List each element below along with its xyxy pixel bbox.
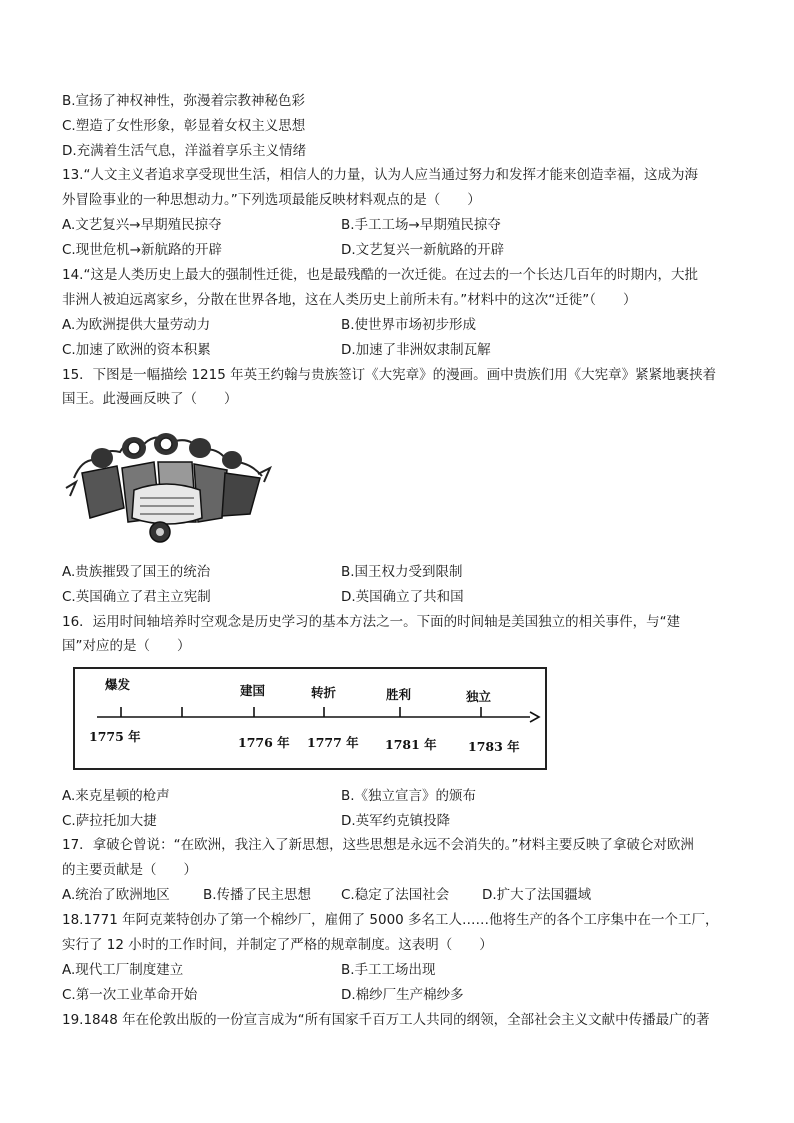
q16-option-c: C.萨拉托加大捷 bbox=[62, 813, 157, 829]
q18-stem-line1: 18.1771 年阿克莱特创办了第一个棉纱厂，雇佣了 5000 多名工人……他将生产的各个工序集中在一个工厂， bbox=[62, 912, 719, 928]
q15-option-a: A.贵族摧毁了国王的统治 bbox=[62, 564, 211, 580]
q19-stem-line1: 19.1848 年在伦敦出版的一份宣言成为“所有国家千百万工人共同的纲领，全部社会主义文献中传播最广的著 bbox=[62, 1012, 710, 1028]
timeline-event-label: 爆发 bbox=[105, 677, 131, 692]
q17-stem-line2: 的主要贡献是（ ） bbox=[62, 862, 197, 878]
q14-option-a: A.为欧洲提供大量劳动力 bbox=[62, 317, 211, 333]
q12-option-d: D.充满着生活气息，洋溢着享乐主义情绪 bbox=[62, 143, 307, 159]
q17-option-a: A.统治了欧洲地区 bbox=[62, 887, 170, 903]
q18-option-a: A.现代工厂制度建立 bbox=[62, 962, 184, 978]
timeline-event-label: 转折 bbox=[311, 685, 337, 700]
timeline-event-label: 胜利 bbox=[386, 687, 412, 702]
q14-stem-line1: 14.“这是人类历史上最大的强制性迁徙，也是最残酷的一次迁徙。在过去的一个长达几百年的时期内，大批 bbox=[62, 267, 698, 283]
q13-stem-line2: 外冒险事业的一种思想动力。”下列选项最能反映材料观点的是（ ） bbox=[62, 192, 481, 208]
q16-stem-line2: 国”对应的是（ ） bbox=[62, 638, 191, 654]
timeline-figure bbox=[73, 667, 547, 770]
q12-option-b: B.宣扬了神权神性，弥漫着宗教神秘色彩 bbox=[62, 93, 306, 109]
q18-option-c: C.第一次工业革命开始 bbox=[62, 987, 198, 1003]
q17-option-c: C.稳定了法国社会 bbox=[341, 887, 450, 903]
timeline-year-label: 1777 年 bbox=[307, 735, 359, 750]
timeline-year-label: 1776 年 bbox=[238, 735, 290, 750]
q16-option-d: D.英军约克镇投降 bbox=[341, 813, 451, 829]
timeline-arrow-icon bbox=[530, 712, 539, 722]
q12-option-c: C.塑造了女性形象，彰显着女权主义思想 bbox=[62, 118, 306, 134]
q13-option-b: B.手工工场→早期殖民掠夺 bbox=[341, 217, 501, 233]
q15-option-d: D.英国确立了共和国 bbox=[341, 589, 464, 605]
timeline-year-label: 1781 年 bbox=[385, 737, 437, 752]
q17-option-b: B.传播了民主思想 bbox=[203, 887, 312, 903]
q15-stem-line1: 15．下图是一幅描绘 1215 年英王约翰与贵族签订《大宪章》的漫画。画中贵族们用《大宪章》紧紧地裹挟着 bbox=[62, 367, 717, 383]
q15-option-c: C.英国确立了君主立宪制 bbox=[62, 589, 211, 605]
timeline-event-label: 独立 bbox=[466, 689, 492, 704]
q13-option-c: C.现世危机→新航路的开辟 bbox=[62, 242, 223, 258]
q16-option-b: B.《独立宣言》的颁布 bbox=[341, 788, 477, 804]
q16-option-a: A.来克星顿的枪声 bbox=[62, 788, 170, 804]
q14-stem-line2: 非洲人被迫远离家乡，分散在世界各地，这在人类历史上前所未有。”材料中的这次“迁徙”（ ） bbox=[62, 292, 637, 308]
timeline-svg bbox=[75, 669, 545, 768]
q13-stem-line1: 13.“人文主义者追求享受现世生活，相信人的力量，认为人应当通过努力和发挥才能来创造幸福，这成为海 bbox=[62, 167, 698, 183]
q14-option-b: B.使世界市场初步形成 bbox=[341, 317, 477, 333]
q18-stem-line2: 实行了 12 小时的工作时间，并制定了严格的规章制度。这表明（ ） bbox=[62, 937, 493, 953]
magna-carta-cartoon-image bbox=[62, 418, 272, 548]
q17-stem-line1: 17．拿破仑曾说：“在欧洲，我注入了新思想，这些思想是永远不会消失的。”材料主要反映了拿破仑对欧洲 bbox=[62, 837, 694, 853]
q13-option-d: D.文艺复兴一新航路的开辟 bbox=[341, 242, 505, 258]
q14-option-d: D.加速了非洲奴隶制瓦解 bbox=[341, 342, 491, 358]
q15-option-b: B.国王权力受到限制 bbox=[341, 564, 463, 580]
timeline-year-label: 1775 年 bbox=[89, 729, 141, 744]
q17-option-d: D.扩大了法国疆域 bbox=[482, 887, 592, 903]
q15-stem-line2: 国王。此漫画反映了（ ） bbox=[62, 391, 238, 407]
timeline-year-label: 1783 年 bbox=[468, 739, 520, 754]
q16-stem-line1: 16．运用时间轴培养时空观念是历史学习的基本方法之一。下面的时间轴是美国独立的相关事件，与“建 bbox=[62, 614, 681, 630]
q18-option-d: D.棉纱厂生产棉纱多 bbox=[341, 987, 464, 1003]
q13-option-a: A.文艺复兴→早期殖民掠夺 bbox=[62, 217, 222, 233]
q14-option-c: C.加速了欧洲的资本积累 bbox=[62, 342, 211, 358]
q18-option-b: B.手工工场出现 bbox=[341, 962, 436, 978]
timeline-event-label: 建国 bbox=[240, 683, 266, 698]
